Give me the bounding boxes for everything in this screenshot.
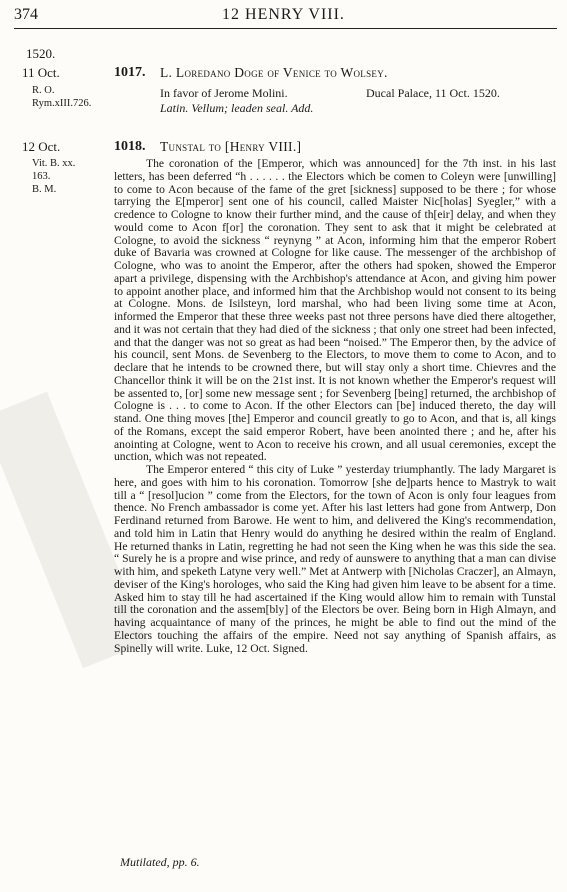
entry1-place-date: Ducal Palace, 11 Oct. 1520. [366,86,500,100]
entry2-body [114,158,556,655]
entry2-number: 1018. [114,139,146,154]
running-title: 12 HENRY VIII. [222,6,345,23]
entry2-date: 12 Oct. [22,139,61,154]
page-number: 374 [14,6,38,23]
body-paragraph: The Emperor entered “ this city of Luke ” yesterday triumphantly. The lady Margaret is here, and goes with him to his coronation. Tomorrow [she de]parts hence to Mastryk to wait till a “ [resol]ucion ” come from the Electors, for the town of Acon is only four leagues from thence. No French ambassador is come yet. After his last letters had gone from Antwerp, Don Ferdinand returned from Barowe. He went to him, and delivered the King's recommendation, and told him in Latin that Henry would do anything he desired within the realm of England. He returned thanks in Latin, regretting he had not seen the King when he was this side the sea. “ Surely he is a propre and wise prince, and redy of aunswere to anything that a man can divise with him, and speketh Latyne very well.” Met at Antwerp with [Nicholas Craczer], an Almayn, deviser of the King's horologes, who said the King had given him leave to be absent for a time. Asked him to stay till he had ascertained if the King would allow him to remain with Tunstal till the coronation and the assem[bly] of the Electors be over. Being born in High Almayn, and having acquaintance of many of the princes, he might be able to find out the mind of the Electors touching the affairs of the empire. Need not say anything of Spanish affairs, as Spinelly will write. Luke, 12 Oct. Signed. [114,463,556,655]
entry1-subject: In favor of Jerome Molini. [160,86,288,100]
entry1-number: 1017. [114,65,146,80]
entry2-note: Mutilated, pp. 6. [120,855,200,869]
entry1-source [32,84,110,110]
entry1-source-line: Rym.xIII.726. [32,98,92,109]
header-rule [14,28,557,29]
margin-year: 1520. [26,46,56,61]
entry2-heading: Tunstal to [Henry VIII.] [160,139,302,154]
entry1-heading: L. Loredano Doge of Venice to Wolsey. [160,65,388,80]
entry1-date: 11 Oct. [22,65,60,80]
page-header [14,6,553,30]
body-paragraph: The coronation of the [Emperor, which was announced] for the 7th inst. in his last letters, has been deferred “h . . . . . . the Electors which be comen to Coleyn were [unwilling] to come to Acon because of the fame of the gret [sickness] supposed to be there ; for whose tarrying the E[mperor] sent one of his council, called Maister Nic[holas] Syegler,” with a credence to Cologne to know their further mind, and the cause of th[eir] delay, and when they would come to Acon f[or] the coronation. They sent to ask that it might be celebrated at Cologne, to avoid the sickness “ reynyng ” at Acon, informing him that the emperor Robert duke of Bavaria was crowned at Cologne for like cause. The messenger of the archbishop of Cologne, who was to anoint the Emperor, after the others had spoken, showed the Emperor apart a privilege, dispensing with the Archbishop's attendance at Acon, and giving him power to appoint another place, and informed him that the Archbishop would not consent to its being at Cologne. Mons. de Isilsteyn, lord marshal, who had been living some time at Acon, informed the Emperor that these three weeks past not three persons have died there altogether, and it was not certain that they had died of the sickness ; that only one street had been infected, and that the danger was not so great as had been “noised.” The Emperor then, by the advice of his council, sent Mons. de Sevenberg to the Electors, to move them to come to Acon, and to declare that he intends to be crowned there, but will stay only a short time. Chievres and the Chancellor think it will be on the 21st inst. It is not known whether the Emperor's request will be assented to, [or] some new message sent ; for Sevenberg [being] returned, the archbishop of Cologne is . . . to come to Acon. If the other Electors can [be] induced thereto, the day will stand. One thing moves [the] Emperor and council greatly to go to Acon, and that is, all kings of the Romans, except the said emperor Robert, have been anointed there ; and he, after his anointing at Cologne, went to Acon to receive his crown, and all usual ceremonies, except the unction, which was not repeated. [114,157,556,464]
entry1-description: Latin. Vellum; leaden seal. Add. [160,101,314,115]
entry2-source [32,157,110,196]
entry2-source-line: Vit. B. xx. [32,158,76,169]
entry1-source-line: R. O. [32,85,55,96]
entry2-source-line: B. M. [32,184,57,195]
entry2-source-line: 163. [32,171,51,182]
